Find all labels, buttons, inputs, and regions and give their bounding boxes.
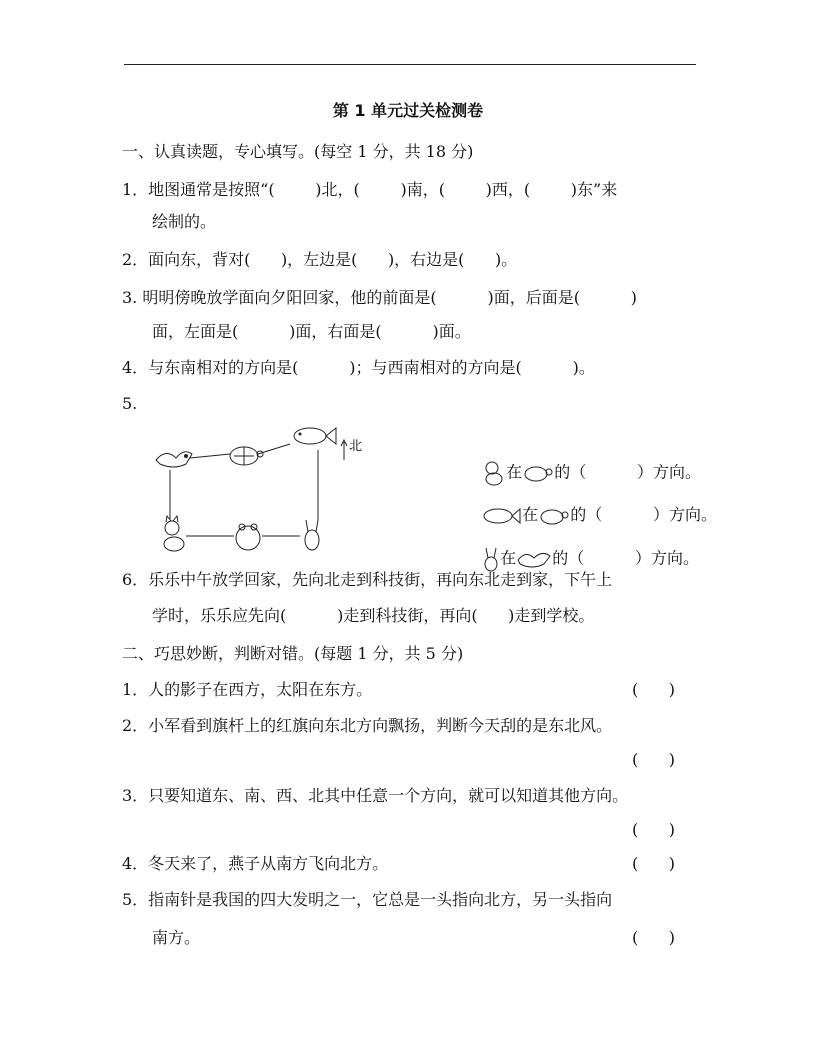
answer-paren-2: ( ): [632, 750, 675, 769]
question-3-line-2: 面，左面是( )面，右面是( )面。: [152, 322, 471, 341]
question-6-line-2: 学时，乐乐应先向( )走到科技街，再向( )走到学校。: [152, 606, 595, 625]
turtle-icon: [230, 447, 263, 465]
judge-question-5-line-1: 5．指南针是我国的四大发明之一，它总是一头指向北方，另一头指向: [122, 890, 613, 909]
question-3-line-1: 3. 明明傍晚放学面向夕阳回家，他的前面是( )面，后面是( ): [122, 288, 638, 307]
header-rule: [124, 64, 696, 65]
fish-icon: [294, 428, 336, 444]
section1-heading: 一、认真读题，专心填写。(每空 1 分，共 18 分): [122, 142, 474, 161]
judge-question-5-line-2: 南方。: [152, 928, 201, 947]
section2-heading: 二、巧思妙断，判断对错。(每题 1 分，共 5 分): [122, 644, 464, 663]
answer-paren-3: ( ): [632, 820, 675, 839]
rabbit-icon: [305, 520, 319, 550]
q5-statement-3: 在 的（ ）方向。: [472, 522, 699, 572]
direction-map-diagram: [150, 420, 370, 560]
bird-icon: [516, 548, 552, 570]
q5-statement-2: 在 的（ ）方向。: [472, 479, 717, 527]
question-5-number: 5.: [122, 394, 138, 413]
answer-paren-5: ( ): [632, 928, 675, 947]
rabbit-icon: [482, 546, 500, 572]
bird-icon: [156, 452, 192, 467]
question-1-line-2: 绘制的。: [152, 212, 217, 231]
judge-question-4: 4．冬天来了，燕子从南方飞向北方。: [122, 854, 389, 873]
judge-question-1: 1．人的影子在西方，太阳在东方。: [122, 680, 373, 699]
cat-icon: [164, 516, 184, 551]
question-1-line-1: 1．地图通常是按照“( )北，( )南，( )西，( )东”来: [122, 180, 618, 199]
judge-question-3: 3．只要知道东、南、西、北其中任意一个方向，就可以知道其他方向。: [122, 786, 629, 805]
page-title: 第 1 单元过关检测卷: [332, 101, 484, 120]
question-6-line-1: 6．乐乐中午放学回家，先向北走到科技街，再向东北走到家，下午上: [122, 570, 613, 589]
answer-paren-1: ( ): [632, 680, 675, 699]
north-arrow-icon: [341, 440, 347, 460]
judge-question-2: 2．小军看到旗杆上的红旗向东北方向飘扬，判断今天刮的是东北风。: [122, 716, 613, 735]
answer-paren-4: ( ): [632, 854, 675, 873]
north-label: 北: [349, 439, 363, 454]
question-2: 2．面向东，背对( )，左边是( )，右边是( )。: [122, 250, 518, 269]
frog-icon: [236, 524, 260, 550]
q5-statement-1: 在 的（ ）方向。: [472, 436, 701, 486]
question-4: 4．与东南相对的方向是( )；与西南相对的方向是( )。: [122, 358, 595, 377]
